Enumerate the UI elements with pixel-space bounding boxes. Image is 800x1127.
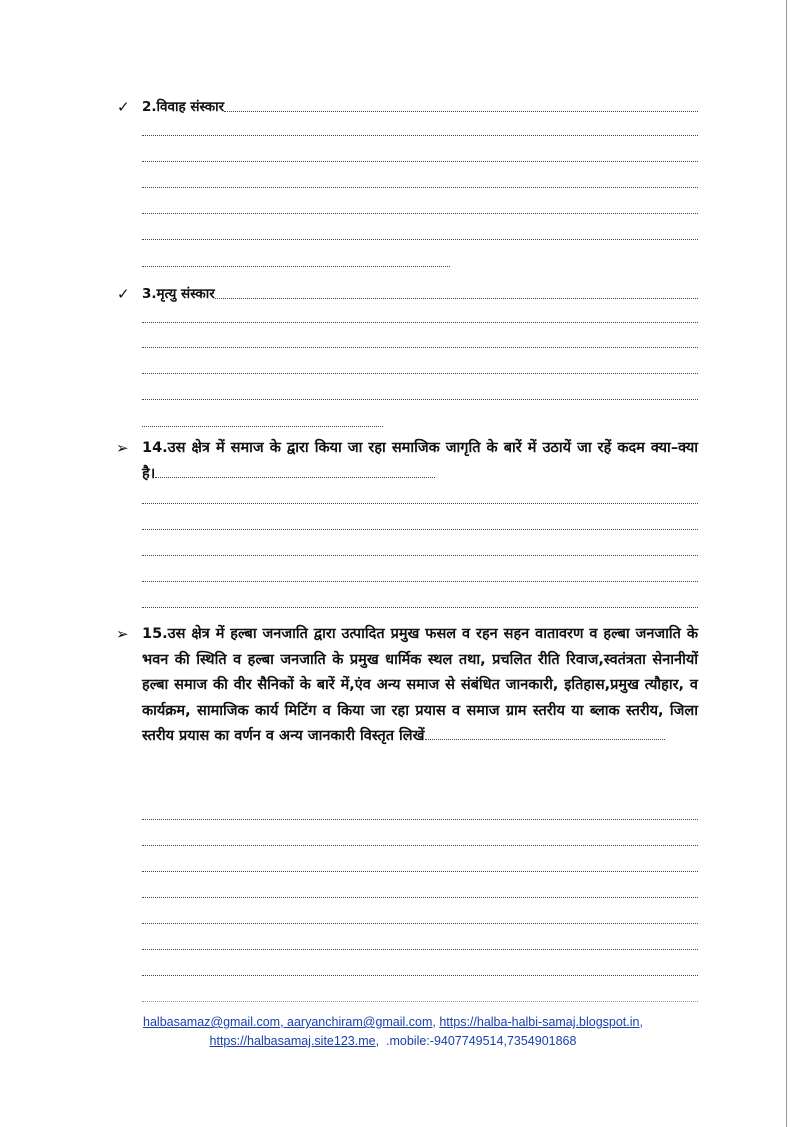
answer-line[interactable] [142,347,698,348]
email-link[interactable]: halbasamaz@gmail.com [143,1015,281,1029]
answer-line[interactable] [425,739,665,740]
section-heading [142,284,698,304]
section-heading [142,622,698,750]
footer-contacts: halbasamaz@gmail.com, aaryanchiram@gmail.com, https://halba-halbi-samaj.blogspot.in, [143,1015,643,1029]
answer-line[interactable] [142,555,698,556]
answer-line[interactable] [142,135,698,136]
answer-line[interactable] [142,426,383,427]
check-icon: ✓ [117,98,130,116]
answer-line[interactable] [142,975,698,976]
answer-line[interactable] [142,161,698,162]
heading-text: 15.उस क्षेत्र में हल्बा जनजाति द्वारा उत्पादित प्रमुख फसल व रहन सहन वातावरण व हल्बा जनजाति के भवन की स्थिति व हल्बा जनजाति के प्रमुख धार्मिक स्थल तथा, प्रचलित रीति रिवाज,स्वतंत्रता सेनानीयों हल्बा समाज की वीर सैनिकों के बारें में,एंव अन्य समाज से संबंधित जानकारी, इतिहास,प्रमुख त्यौहार, व कार्यक्रम, सामाजिक कार्य मिटिंग व किया जा रहा प्रयास व समाज ग्राम स्तरीय या ब्लाक स्तरीय, जिला स्तरीय प्रयास का वर्णन व अन्य जानकारी विस्तृत लिखें [142,626,698,744]
mobile-numbers: .mobile:-9407749514,7354901868 [386,1034,577,1048]
blog-link[interactable]: https://halba-halbi-samaj.blogspot.in [439,1015,640,1029]
answer-line[interactable] [142,373,698,374]
answer-line[interactable] [142,399,698,400]
answer-line[interactable] [142,322,698,323]
answer-line[interactable] [142,607,698,608]
answer-line[interactable] [142,949,698,950]
answer-line[interactable] [142,529,698,530]
answer-line[interactable] [142,187,698,188]
answer-line[interactable] [142,213,698,214]
section-heading [142,436,698,487]
check-icon: ✓ [117,285,130,303]
answer-line[interactable] [142,897,698,898]
answer-line[interactable] [142,503,698,504]
answer-line[interactable] [142,871,698,872]
site-link[interactable]: https://halbasamaj.site123.me [209,1034,376,1048]
answer-line[interactable] [155,477,435,478]
answer-line[interactable] [142,581,698,582]
answer-line[interactable] [215,284,698,299]
answer-line[interactable] [142,1001,698,1002]
answer-line[interactable] [142,845,698,846]
answer-line[interactable] [142,239,698,240]
arrow-bullet-icon: ➢ [116,625,129,643]
email-link[interactable]: aaryanchiram@gmail.com [287,1015,433,1029]
answer-line[interactable] [142,923,698,924]
arrow-bullet-icon: ➢ [116,439,129,457]
heading-text: 3.मृत्यु संस्कार [142,286,215,302]
answer-line[interactable] [142,266,450,267]
answer-line[interactable] [224,97,698,112]
heading-text: 14.उस क्षेत्र में समाज के द्वारा किया जा रहा समाजिक जागृति के बारें में उठायें जा रहें कदम क्या–क्या है। [142,440,698,482]
footer-contacts-2: https://halbasamaj.site123.me, .mobile:-9407749514,7354901868 [209,1034,577,1048]
page-edge [786,0,800,1127]
answer-line[interactable] [142,819,698,820]
heading-text: 2.विवाह संस्कार [142,99,225,115]
section-heading [142,97,698,117]
